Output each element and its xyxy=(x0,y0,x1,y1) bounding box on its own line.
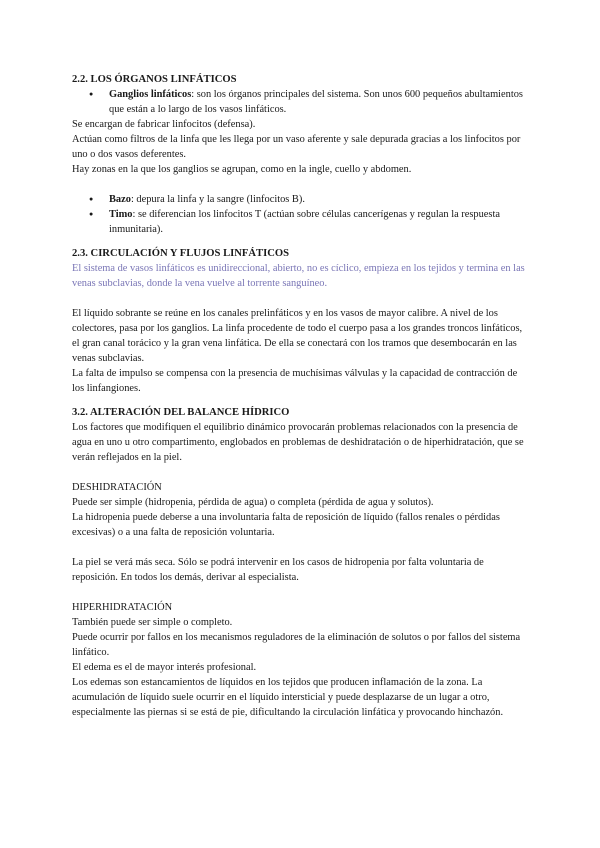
subheading-hiperhidratacion: HIPERHIDRATACIÓN xyxy=(72,602,173,613)
paragraph: La hidropenia puede deberse a una involuntaria falta de reposición de líquido (fallos renales o pérdidas excesivas) o a una falta de reposición voluntaria. xyxy=(72,512,500,538)
document-body xyxy=(72,72,528,720)
list-item xyxy=(72,87,528,117)
subheading-deshidratacion: DESHIDRATACIÓN xyxy=(72,482,162,493)
term-bazo: Bazo xyxy=(109,194,131,205)
list-item-text: : son los órganos principales del sistema. Son unos 600 pequeños abultamientos que están a lo largo de los vasos linfáticos. xyxy=(109,89,523,115)
term-timo: Timo xyxy=(109,209,133,220)
section-title-organos: 2.2. LOS ÓRGANOS LINFÁTICOS xyxy=(72,74,237,85)
list-item xyxy=(72,207,528,237)
paragraph: El líquido sobrante se reúne en los canales prelinfáticos y en los vasos de mayor calibre. A nivel de los colectores, pasa por los ganglios. La linfa procedente de todo el cuerpo pasa a los grandes troncos linfáticos, el gran canal torácico y la gran vena linfática. De ella se conectará con los tramos que desembocarán en las venas subclavias. xyxy=(72,308,523,364)
paragraph: Puede ocurrir por fallos en los mecanismos reguladores de la eliminación de solutos o por fallos del sistema linfático. xyxy=(72,632,521,658)
paragraph: El edema es el de mayor interés profesional. xyxy=(72,662,257,673)
paragraph: Los factores que modifiquen el equilibrio dinámico provocarán problemas relacionados con la presencia de agua en uno u otro compartimento, englobados en problemas de deshidratación o de hiperhidratación, que se verán reflejados en la piel. xyxy=(72,422,524,463)
paragraph: La falta de impulso se compensa con la presencia de muchísimas válvulas y la capacidad de contracción de los linfangiones. xyxy=(72,368,518,394)
term-ganglios: Ganglios linfáticos xyxy=(109,89,192,100)
section-title-circulacion: 2.3. CIRCULACIÓN Y FLUJOS LINFÁTICOS xyxy=(72,248,290,259)
paragraph: Puede ser simple (hidropenia, pérdida de agua) o completa (pérdida de agua y solutos). xyxy=(72,497,434,508)
highlighted-paragraph: El sistema de vasos linfáticos es unidireccional, abierto, no es cíclico, empieza en los tejidos y termina en las venas subclavias, donde la vena vuelve al torrente sanguíneo. xyxy=(72,263,525,289)
paragraph: Actúan como filtros de la linfa que les llega por un vaso aferente y sale depurada gracias a los linfocitos por uno o dos vasos deferentes. xyxy=(72,134,521,160)
bullet-list-bazo-timo xyxy=(72,192,528,237)
paragraph: También puede ser simple o completo. xyxy=(72,617,233,628)
section-title-balance-hidrico: 3.2. ALTERACIÓN DEL BALANCE HÍDRICO xyxy=(72,407,290,418)
paragraph: Se encargan de fabricar linfocitos (defensa). xyxy=(72,119,256,130)
list-item-text: : depura la linfa y la sangre (linfocitos B). xyxy=(130,194,305,205)
list-item-text: : se diferencian los linfocitos T (actúan sobre células cancerígenas y regulan la respuesta inmunitaria). xyxy=(109,209,500,235)
paragraph: Los edemas son estancamientos de líquidos en los tejidos que producen inflamación de la zona. La acumulación de líquido suele ocurrir en el líquido intersticial y puede desplazarse de un lugar a otro, especialmente las piernas si se está de pie, dificultando la circulación linfática y provocando hinchazón. xyxy=(72,677,504,718)
bullet-list-ganglios xyxy=(72,87,528,117)
paragraph: Hay zonas en la que los ganglios se agrupan, como en la ingle, cuello y abdomen. xyxy=(72,164,412,175)
list-item xyxy=(72,192,528,207)
paragraph: La piel se verá más seca. Sólo se podrá intervenir en los casos de hidropenia por falta voluntaria de reposición. En todos los demás, derivar al especialista. xyxy=(72,557,484,583)
